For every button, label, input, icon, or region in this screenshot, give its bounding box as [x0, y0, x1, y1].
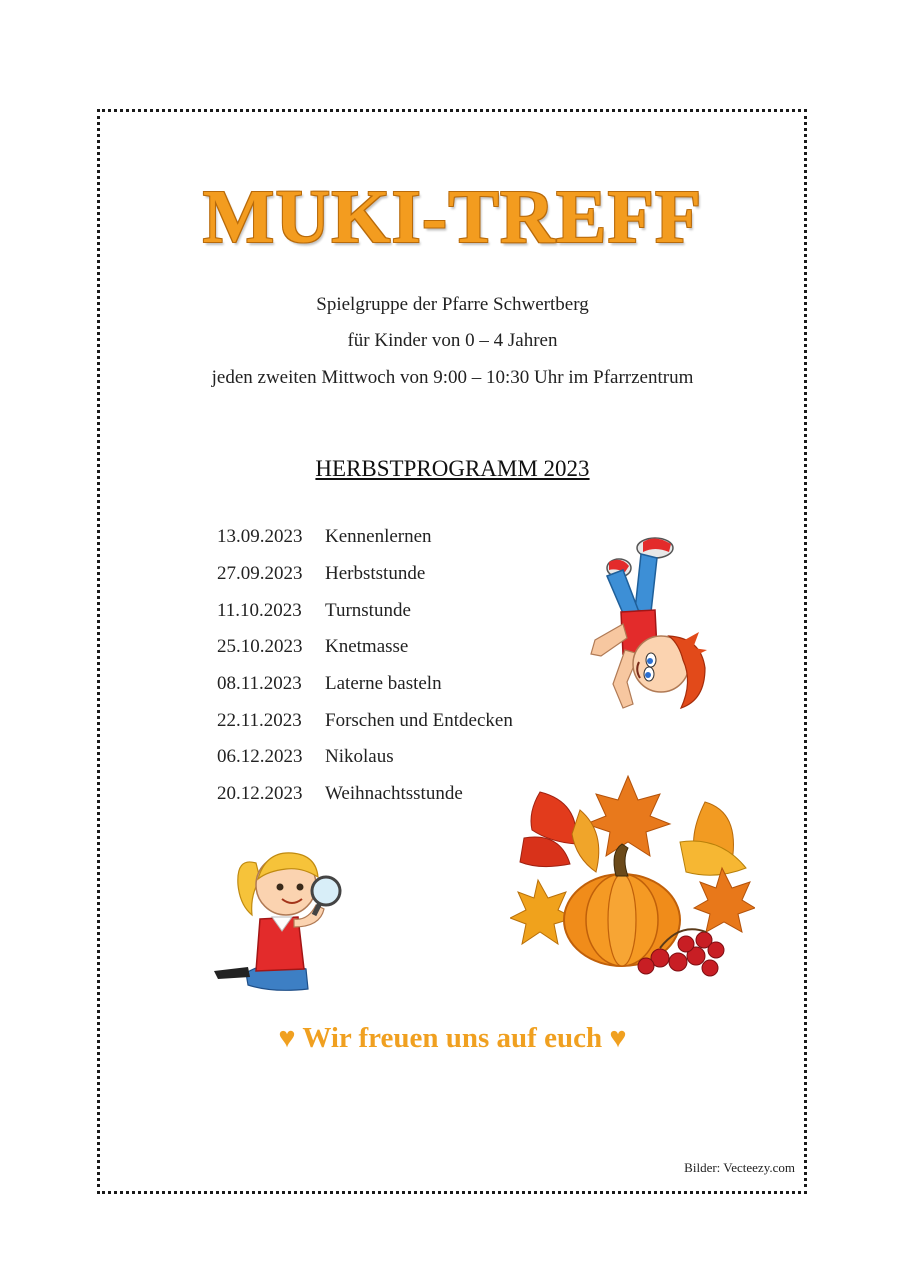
program-heading: HERBSTPROGRAMM 2023 [315, 456, 590, 481]
schedule-event: Herbststunde [325, 563, 426, 585]
schedule-date: 20.12.2023 [217, 783, 303, 805]
schedule-date: 25.10.2023 [217, 636, 303, 658]
schedule-event: Nikolaus [325, 746, 394, 768]
schedule-row [217, 519, 565, 556]
schedule-date: 13.09.2023 [217, 526, 303, 548]
intro-line-group: Spielgruppe der Pfarre Schwertberg [316, 294, 589, 315]
schedule-date: 22.11.2023 [217, 709, 302, 731]
page-title: MUKI-TREFF [202, 175, 703, 259]
schedule-event: Laterne basteln [325, 673, 442, 695]
boy-handstand-illustration [583, 532, 708, 717]
schedule-event: Forschen und Entdecken [325, 709, 513, 731]
pumpkin-leaves-illustration [510, 772, 755, 982]
schedule-date: 06.12.2023 [217, 746, 303, 768]
schedule-date: 11.10.2023 [217, 599, 302, 621]
girl-magnifier-illustration [212, 845, 347, 995]
schedule-row [217, 556, 565, 593]
intro-line-age: für Kinder von 0 – 4 Jahren [347, 330, 558, 351]
schedule-row [217, 739, 565, 776]
schedule-date: 27.09.2023 [217, 563, 303, 585]
slogan: ♥ Wir freuen uns auf euch ♥ [278, 1022, 627, 1054]
schedule-row [217, 629, 565, 666]
schedule-event: Kennenlernen [325, 526, 432, 548]
image-credit: Bilder: Vecteezy.com [684, 1160, 795, 1175]
schedule-event: Weihnachtsstunde [325, 783, 463, 805]
schedule-row [217, 666, 565, 703]
schedule-row [217, 592, 565, 629]
schedule-row [217, 702, 565, 739]
schedule-date: 08.11.2023 [217, 673, 302, 695]
schedule-event: Turnstunde [325, 599, 411, 621]
schedule-list [217, 519, 565, 813]
intro-line-schedule: jeden zweiten Mittwoch von 9:00 – 10:30 Uhr im Pfarrzentrum [211, 367, 694, 388]
schedule-event: Knetmasse [325, 636, 409, 658]
